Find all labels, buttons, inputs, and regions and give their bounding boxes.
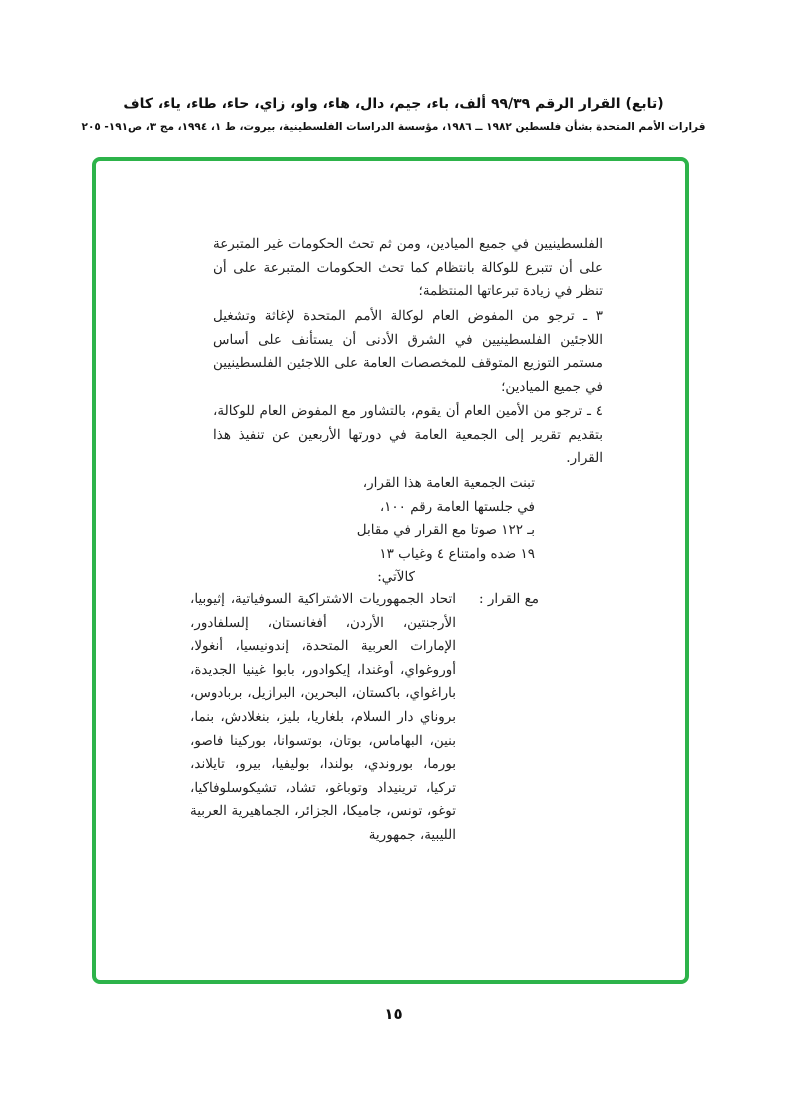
adoption-line-5: كالآتي: [377,569,415,586]
paragraph-continued: الفلسطينيين في جميع الميادين، ومن ثم تحث الحكومات غير المتبرعة على أن تتبرع للوكالة بانتظام كما تحث الحكومات المتبرعة على أن تنظر في زيادة تبرعاتها المنتظمة؛ [213,236,603,300]
content-frame [92,157,689,984]
vote-in-favor-label: مع القرار : [479,591,539,607]
paragraph-3: ٣ ـ ترجو من المفوض العام لوكالة الأمم المتحدة لإغاثة وتشغيل اللاجئين الفلسطينيين في الشرق الأدنى أن يستأنف على أساس مستمر التوزيع المتوقف للمخصصات العامة على اللاجئين الفلسطينيين في جميع الميادين؛ [213,308,603,395]
paragraph-4: ٤ ـ ترجو من الأمين العام أن يقوم، بالتشاور مع المفوض العام للوكالة، بتقديم تقرير إلى الجمعية العامة في دورتها الأربعين عن تنفيذ هذا القرار. [213,403,603,467]
adoption-line-3: بـ ١٢٢ صوتا مع القرار في مقابل [356,522,535,539]
adoption-line-2: في جلستها العامة رقم ١٠٠، [379,498,535,515]
adoption-line-4: ١٩ ضده وامتناع ٤ وغياب ١٣ [379,545,535,562]
adoption-line-1: تبنت الجمعية العامة هذا القرار، [362,475,535,491]
adoption-statement [285,472,535,590]
document-header-title: (تابع) القرار الرقم ٩٩/٣٩ ألف، باء، جيم، دال، هاء، واو، زاي، حاء، طاء، ياء، كاف [123,96,664,112]
page-number: ١٥ [384,1005,403,1023]
document-source-citation: قرارات الأمم المتحدة بشأن فلسطين ١٩٨٢ ــ ١٩٨٦، مؤسسة الدراسات الفلسطينية، بيروت، ط ١، ١٩٩٤، مج ٣، ص١٩١- ٢٠٥ [81,121,706,133]
vote-in-favor-countries: اتحاد الجمهوريات الاشتراكية السوفياتية، إثيوبيا، الأرجنتين، الأردن، أفغانستان، إلسلفادور، الإمارات العربية المتحدة، إندونيسيا، أنغولا، أوروغواي، أوغندا، إيكوادور، بابوا غينيا الجديدة، باراغواي، باكستان، البحرين، البرازيل، بربادوس، بروناي دار السلام، بلغاريا، بليز، بنغلادش، بنما، بنين، البهاماس، بوتان، بوتسوانا، بوركينا فاصو، بورما، بوروندي، بولندا، بوليفيا، بيرو، تايلاند، تركيا، ترينيداد وتوباغو، تشاد، تشيكوسلوفاكيا، توغو، تونس، جاميكا، الجزائر، الجماهيرية العربية الليبية، جمهورية [190,591,456,843]
